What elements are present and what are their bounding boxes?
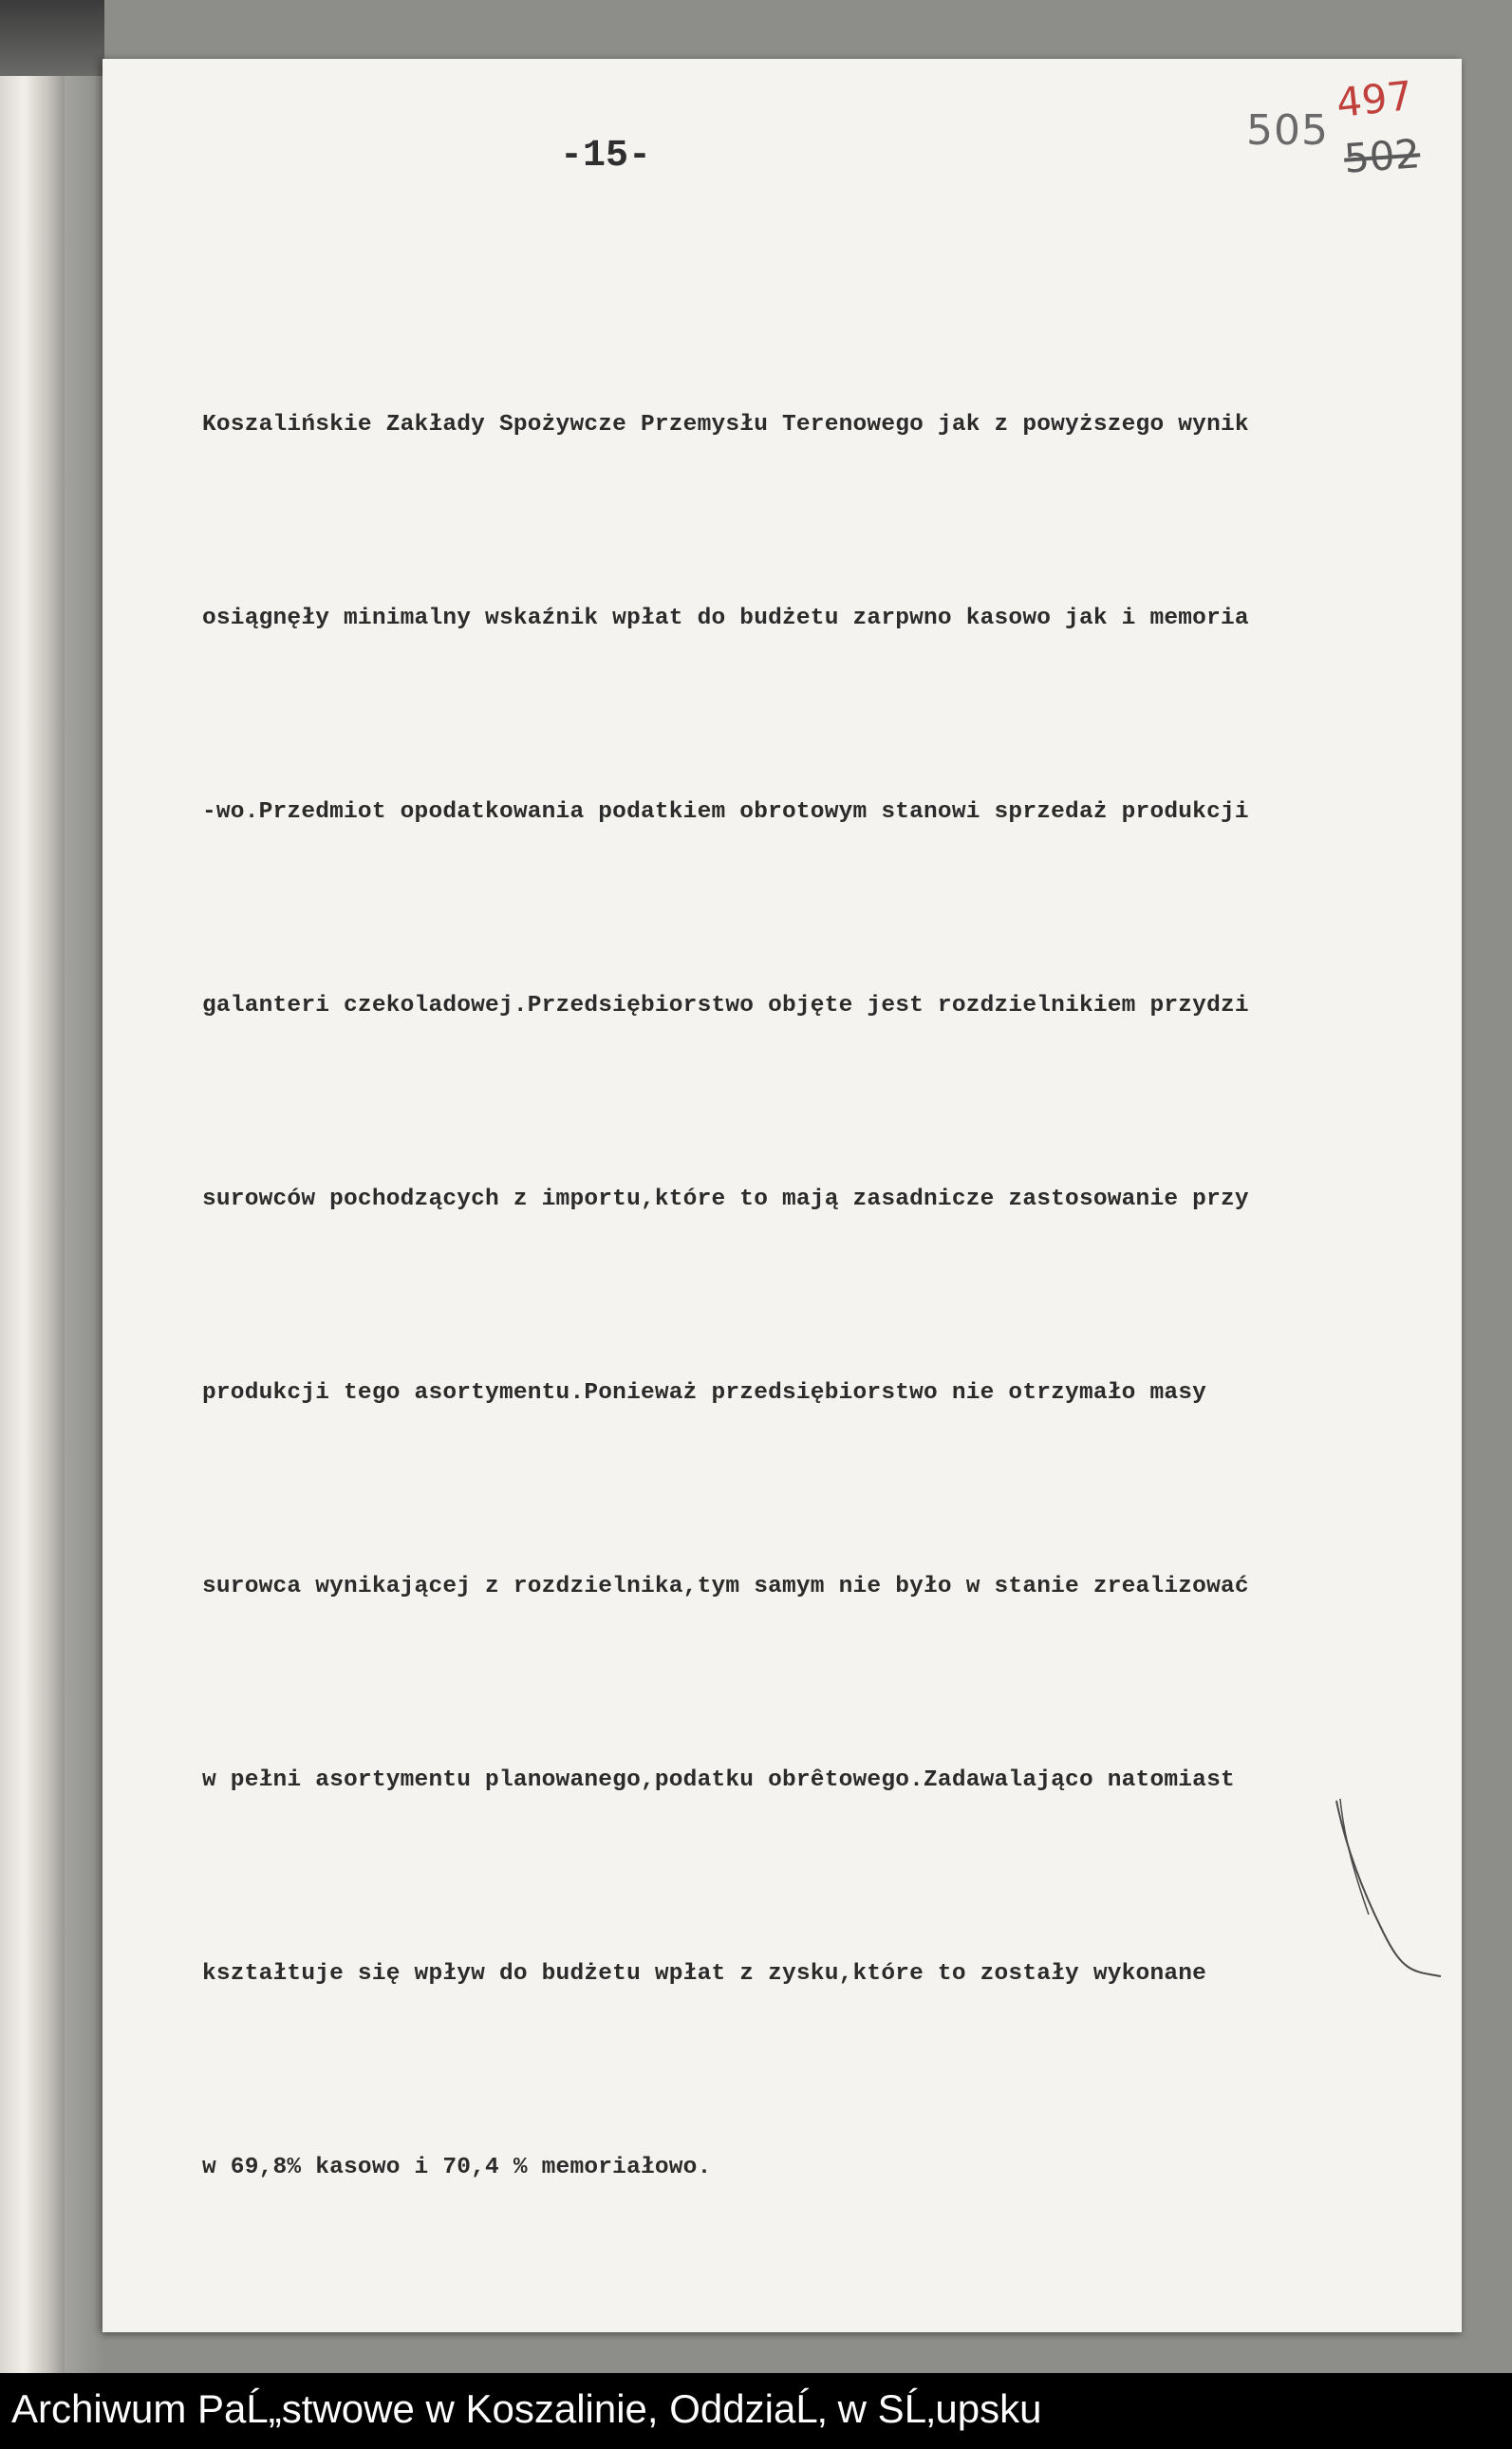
archive-folio-struck: 502 bbox=[1342, 130, 1422, 182]
text-line: kształtuje się wpływ do budżetu wpłat z zysku,które to zostały wykonane bbox=[202, 1961, 1207, 1987]
text-line: Koszalińskie Zakłady Spożywcze Przemysłu Terenowego jak z powyższego wynik bbox=[202, 412, 1249, 438]
text-line: osiągnęły minimalny wskaźnik wpłat do budżetu zarpwno kasowo jak i memoria bbox=[202, 606, 1249, 631]
archive-folio-number: 505 bbox=[1246, 106, 1329, 155]
archive-footer-bar bbox=[0, 2373, 1512, 2449]
text-line: surowca wynikającej z rozdzielnika,tym samym nie było w stanie zrealizować bbox=[202, 1574, 1249, 1599]
text-line: surowców pochodzących z importu,które to mają zasadnicze zastosowanie przy bbox=[202, 1187, 1249, 1212]
archive-footer-text: Archiwum PaĹ„stwowe w Koszalinie, OddziaĹ‚ w SĹ‚upsku bbox=[11, 2386, 1042, 2431]
text-line: -wo.Przedmiot opodatkowania podatkiem obrotowym stanowi sprzedaż produkcji bbox=[202, 799, 1249, 825]
archive-folio-correction: 497 bbox=[1334, 71, 1415, 127]
text-line: galanteri czekoladowej.Przedsiębiorstwo objęte jest rozdzielnikiem przydzi bbox=[202, 993, 1249, 1019]
text-line: produkcji tego asortymentu.Ponieważ przedsiębiorstwo nie otrzymało masy bbox=[202, 1380, 1207, 1406]
document-page bbox=[103, 59, 1462, 2332]
text-line: w 69,8% kasowo i 70,4 % memoriałowo. bbox=[202, 2155, 712, 2180]
text-line: w pełni asortymentu planowanego,podatku obrêtowego.Zadawalająco natomiast bbox=[202, 1767, 1235, 1793]
typed-body-text bbox=[202, 199, 1462, 2332]
page-number: -15- bbox=[560, 135, 652, 178]
binding-strip bbox=[0, 0, 65, 2373]
binding-corner bbox=[0, 0, 104, 76]
pen-stroke-mark bbox=[1327, 1791, 1450, 1981]
